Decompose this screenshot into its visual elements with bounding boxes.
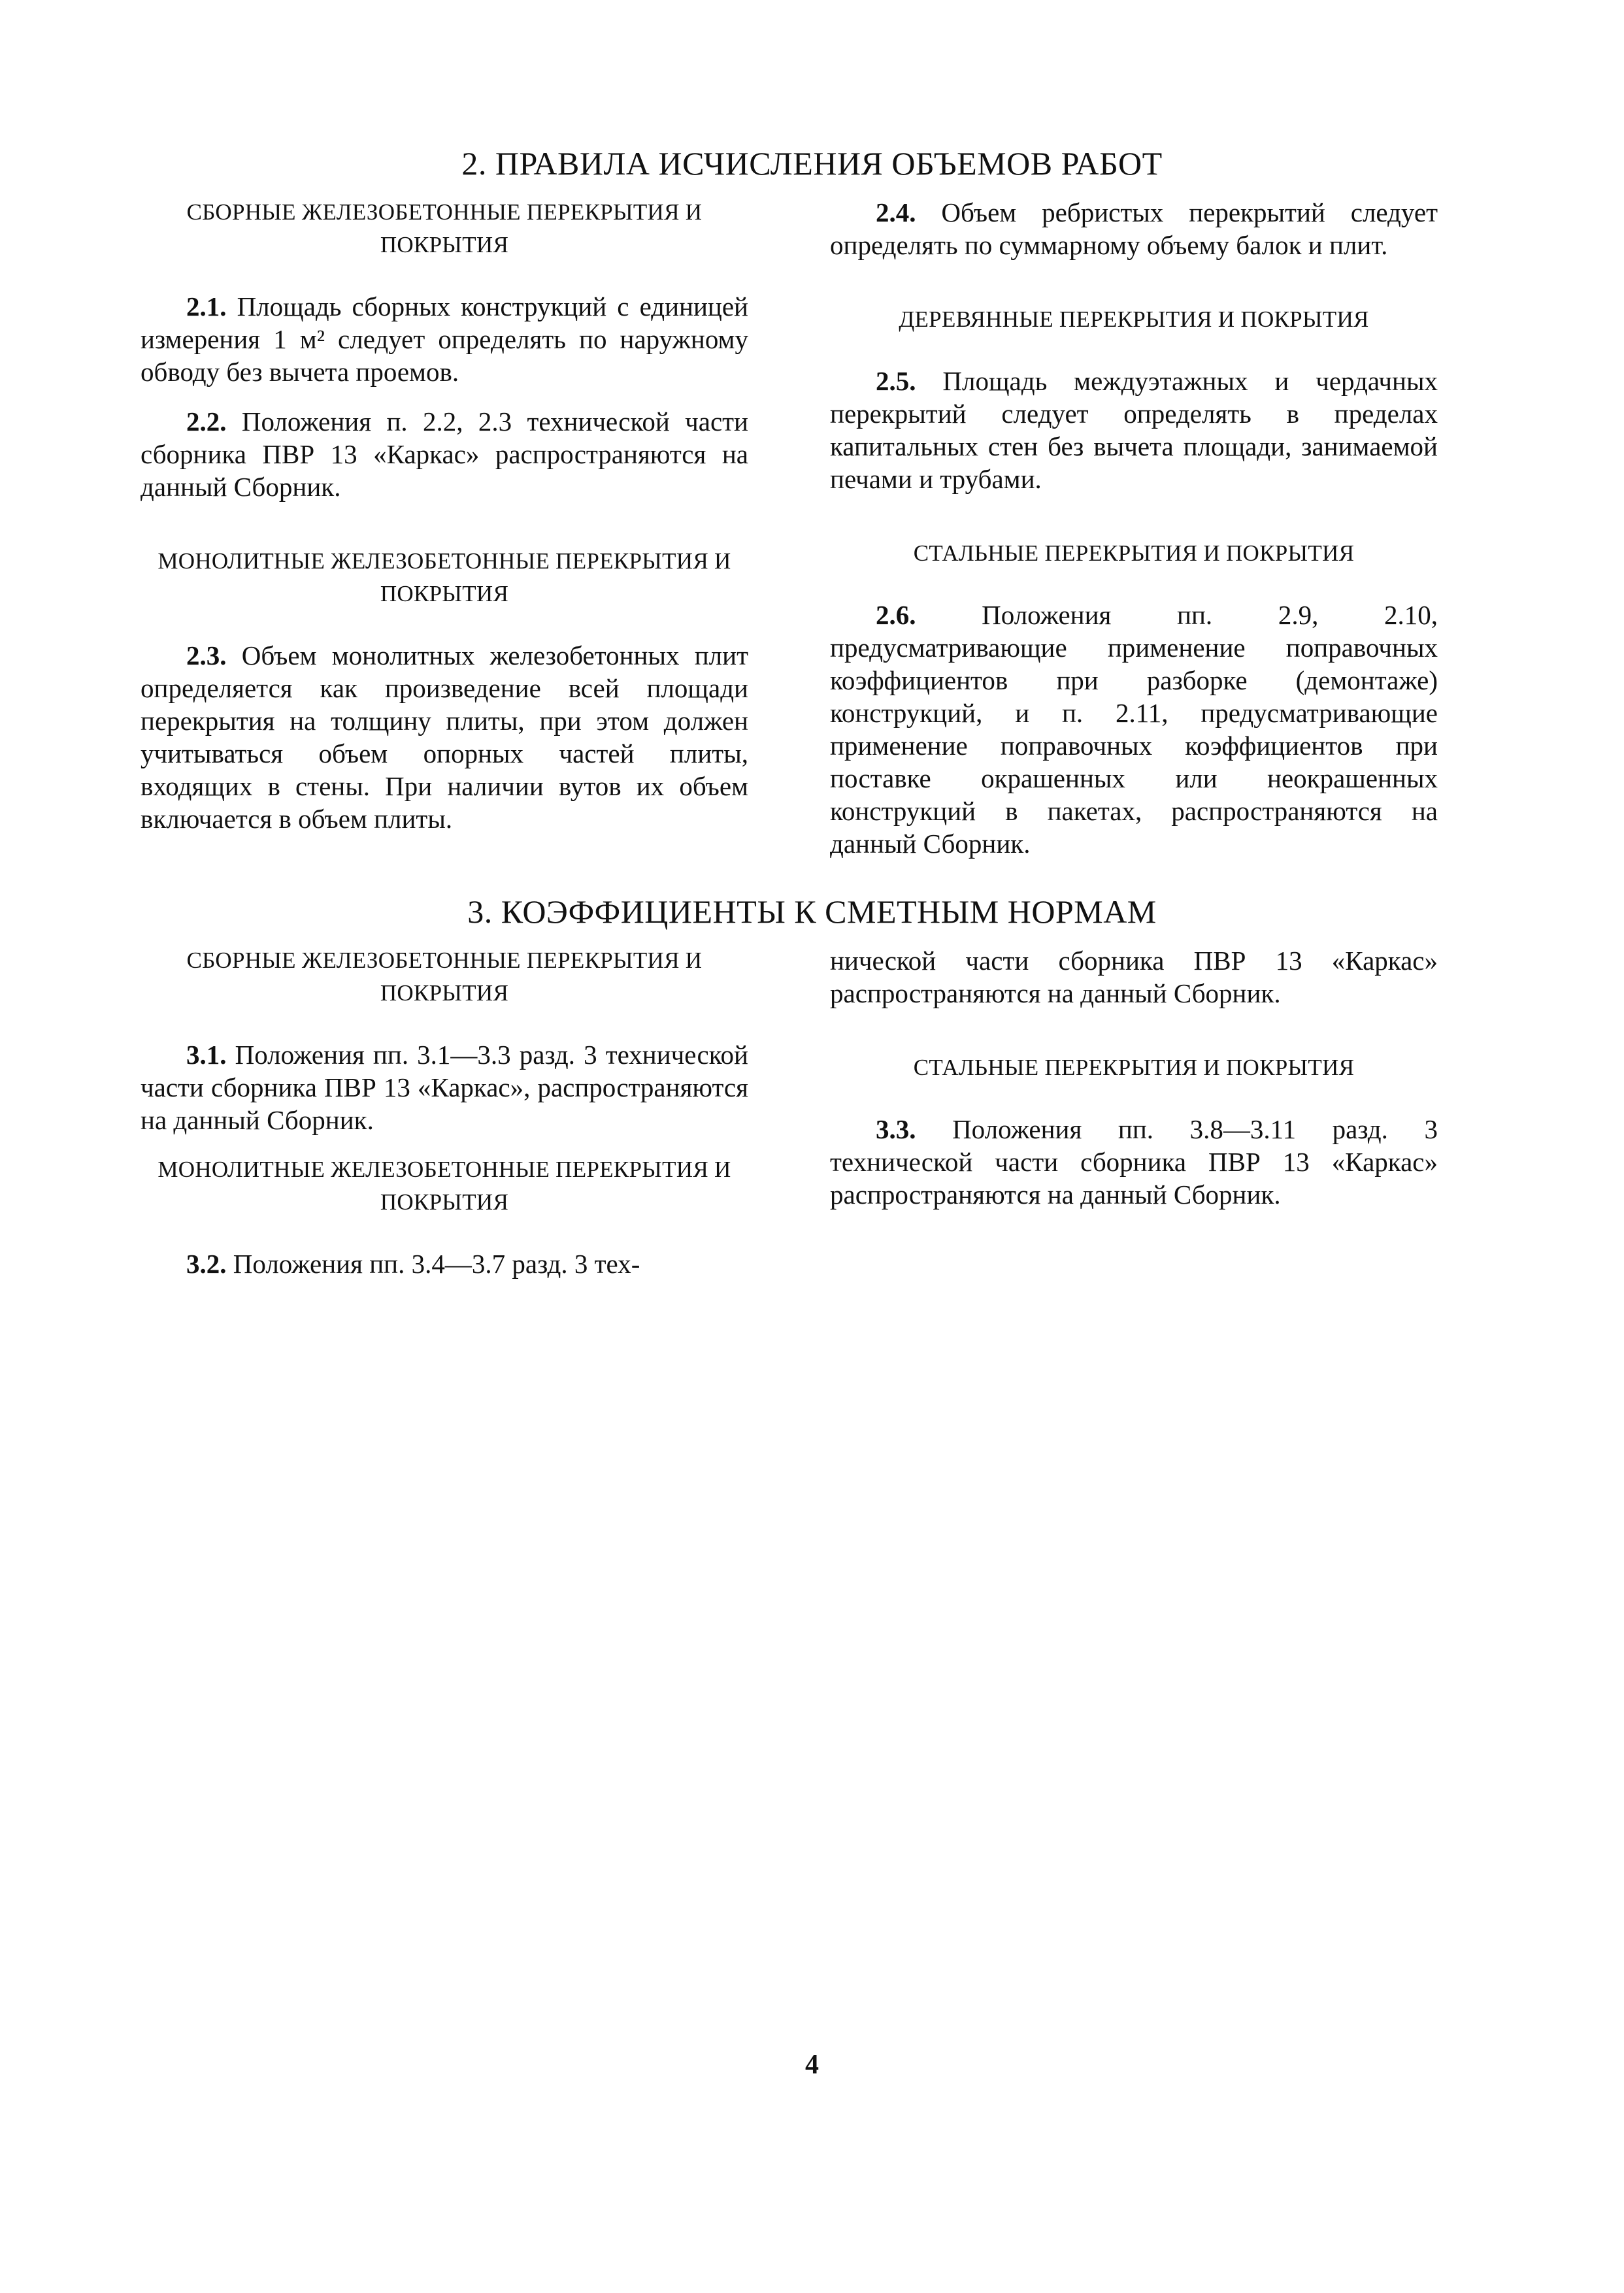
paragraph-text: Площадь междуэтажных и чердачных перекрытий следует определять в пределах капитальных стен без вычета площади, занимаемой печами и трубами.: [830, 366, 1438, 494]
section-3-right-column: [830, 944, 1438, 1297]
paragraph-number: 2.6.: [876, 600, 916, 630]
paragraph-text: Объем ребристых перекрытий следует определять по суммарному объему балок и плит.: [830, 197, 1438, 260]
subhead-wooden: ДЕРЕВЯННЫЕ ПЕРЕКРЫТИЯ И ПОКРЫТИЯ: [899, 306, 1369, 332]
paragraph-2-5: [830, 365, 1438, 495]
paragraph-3-1: [141, 1038, 748, 1136]
paragraph-text: Положения пп. 3.1—3.3 разд. 3 технической части сборника ПВР 13 «Каркас», распространяются на данный Сборник.: [141, 1040, 748, 1135]
paragraph-3-3: [830, 1113, 1438, 1211]
section-2-left-column: [141, 196, 748, 877]
section-3-columns: [141, 944, 1438, 1297]
paragraph-2-6: [830, 599, 1438, 860]
paragraph-text: Площадь сборных конструкций с единицей измерения 1 м² следует определять по наружному обводу без вычета проемов.: [141, 291, 748, 387]
spacer: [830, 512, 1438, 537]
paragraph-2-4: [830, 196, 1438, 261]
paragraph-2-2: [141, 405, 748, 503]
section-3-left-column: [141, 944, 748, 1297]
paragraph-2-1: [141, 290, 748, 388]
paragraph-number: 2.3.: [186, 640, 227, 670]
paragraph-number: 3.3.: [876, 1114, 916, 1144]
paragraph-text: Положения пп. 2.9, 2.10, предусматривающие применение поправочных коэффициентов при разборке (демонтаже) конструкций, и п. 2.11, предусматривающие применение поправочных коэффициентов при поставке окрашенных или неокрашенных конструкций в пакетах, распространяются на данный Сборник.: [830, 600, 1438, 859]
subhead-precast-concrete: СБОРНЫЕ ЖЕЛЕЗОБЕТОННЫЕ ПЕРЕКРЫТИЯ И ПОКРЫТИЯ: [186, 948, 703, 1006]
spacer: [141, 520, 748, 545]
paragraph-number: 2.4.: [876, 197, 916, 227]
paragraph-text: Положения п. 2.2, 2.3 технической части сборника ПВР 13 «Каркас» распространяются на данный Сборник.: [141, 406, 748, 502]
section-2-columns: [141, 196, 1438, 877]
paragraph-number: 2.5.: [876, 366, 916, 396]
spacer: [830, 1027, 1438, 1051]
paragraph-number: 3.1.: [186, 1040, 227, 1070]
subhead-monolithic-concrete: МОНОЛИТНЫЕ ЖЕЛЕЗОБЕТОННЫЕ ПЕРЕКРЫТИЯ И ПОКРЫТИЯ: [157, 548, 731, 606]
section-3-title: 3. КОЭФФИЦИЕНТЫ К СМЕТНЫМ НОРМАМ: [467, 893, 1157, 930]
paragraph-3-2-continued: нической части сборника ПВР 13 «Каркас» распространяются на данный Сборник.: [830, 946, 1438, 1008]
subhead-steel: СТАЛЬНЫЕ ПЕРЕКРЫТИЯ И ПОКРЫТИЯ: [913, 1055, 1355, 1080]
subhead-precast-concrete: СБОРНЫЕ ЖЕЛЕЗОБЕТОННЫЕ ПЕРЕКРЫТИЯ И ПОКРЫТИЯ: [186, 199, 703, 257]
spacer: [830, 278, 1438, 303]
section-2-right-column: [830, 196, 1438, 877]
paragraph-3-2: [141, 1247, 748, 1280]
paragraph-text: Объем монолитных железобетонных плит определяется как произведение всей площади перекрытия на толщину плиты, при этом должен учитываться объем опорных частей плиты, входящих в стены. При наличии вутов их объем включается в объем плиты.: [141, 640, 748, 834]
paragraph-number: 2.2.: [186, 406, 227, 437]
page-number: 4: [805, 2050, 819, 2080]
paragraph-text: Положения пп. 3.4—3.7 разд. 3 тех-: [226, 1249, 640, 1279]
paragraph-number: 3.2.: [186, 1249, 227, 1279]
paragraph-text: Положения пп. 3.8—3.11 разд. 3 технической части сборника ПВР 13 «Каркас» распространяются на данный Сборник.: [830, 1114, 1438, 1210]
paragraph-2-3: [141, 639, 748, 835]
subhead-monolithic-concrete: МОНОЛИТНЫЕ ЖЕЛЕЗОБЕТОННЫЕ ПЕРЕКРЫТИЯ И ПОКРЫТИЯ: [157, 1157, 731, 1215]
paragraph-number: 2.1.: [186, 291, 227, 322]
subhead-steel: СТАЛЬНЫЕ ПЕРЕКРЫТИЯ И ПОКРЫТИЯ: [913, 540, 1355, 566]
section-2-title: 2. ПРАВИЛА ИСЧИСЛЕНИЯ ОБЪЕМОВ РАБОТ: [461, 145, 1163, 182]
